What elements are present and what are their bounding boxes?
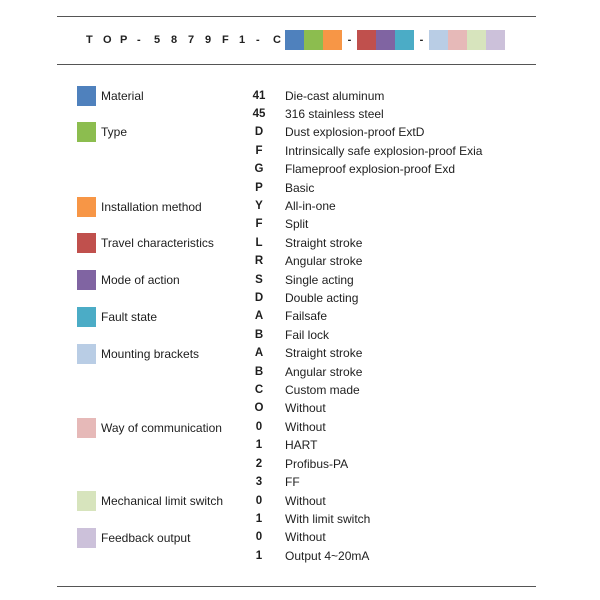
code-char: C: [273, 34, 281, 46]
option-code: F: [255, 218, 263, 230]
swatch: [77, 86, 96, 106]
code-separator: -: [347, 34, 352, 46]
option-code: 41: [252, 90, 266, 102]
option-code: R: [254, 255, 264, 267]
top-divider: [57, 16, 536, 17]
code-char: 1: [239, 34, 246, 46]
option-description: 316 stainless steel: [285, 107, 384, 121]
category-label: Mechanical limit switch: [101, 494, 224, 508]
option-description: Split: [285, 217, 309, 231]
option-description: Profibus-PA: [285, 457, 349, 471]
option-code: 1: [255, 550, 263, 562]
option-code: 1: [255, 439, 263, 451]
option-description: Straight stroke: [285, 346, 363, 360]
header-divider: [57, 64, 536, 65]
option-description: Straight stroke: [285, 236, 363, 250]
code-char: 8: [171, 34, 178, 46]
option-description: HART: [285, 438, 318, 452]
code-char: O: [103, 34, 112, 46]
category-installation-method: [77, 197, 202, 217]
swatch: [77, 122, 96, 142]
category-fault-state: [77, 307, 157, 327]
category-label: Material: [101, 89, 144, 103]
option-code: 0: [255, 531, 263, 543]
category-mode-of-action: [77, 270, 180, 290]
code-segment-limit-switch: [467, 30, 486, 50]
category-label: Mounting brackets: [101, 347, 200, 361]
category-way-of-communication: [77, 418, 222, 438]
code-char: 7: [188, 34, 195, 46]
category-mounting-brackets: [77, 344, 199, 364]
option-code: 0: [255, 421, 263, 433]
option-description: Failsafe: [285, 309, 328, 323]
option-description: Angular stroke: [285, 365, 363, 379]
code-char: -: [256, 34, 260, 46]
option-description: Die-cast aluminum: [285, 89, 385, 103]
category-label: Type: [101, 125, 128, 139]
option-code: 0: [255, 495, 263, 507]
option-code: 2: [255, 458, 263, 470]
category-feedback-output: [77, 528, 190, 548]
option-description: Custom made: [285, 383, 360, 397]
code-char: P: [120, 34, 128, 46]
code-char: F: [222, 34, 229, 46]
option-description: Single acting: [285, 273, 354, 287]
option-code: D: [254, 126, 264, 138]
option-description: Double acting: [285, 291, 359, 305]
option-description: All-in-one: [285, 199, 336, 213]
option-code: S: [255, 274, 263, 286]
option-code: 1: [255, 513, 263, 525]
code-char: -: [137, 34, 141, 46]
swatch: [77, 491, 96, 511]
option-description: Dust explosion-proof ExtD: [285, 125, 425, 139]
code-char: 5: [154, 34, 161, 46]
option-code: F: [255, 145, 263, 157]
option-description: Without: [285, 401, 326, 415]
code-segment-fault: [395, 30, 414, 50]
option-code: A: [254, 310, 264, 322]
option-description: Angular stroke: [285, 254, 363, 268]
category-travel-characteristics: [77, 233, 214, 253]
category-label: Installation method: [101, 200, 202, 214]
option-code: B: [254, 329, 264, 341]
code-segment-type: [304, 30, 323, 50]
category-label: Fault state: [101, 310, 158, 324]
option-description: Without: [285, 494, 326, 508]
code-segment-travel: [357, 30, 376, 50]
option-code: 45: [252, 108, 266, 120]
option-description: Flameproof explosion-proof Exd: [285, 162, 456, 176]
code-segment-communication: [448, 30, 467, 50]
code-char: 9: [205, 34, 212, 46]
swatch: [77, 233, 96, 253]
option-description: Without: [285, 530, 326, 544]
category-material: [77, 86, 144, 106]
option-code: Y: [255, 200, 263, 212]
category-label: Mode of action: [101, 273, 180, 287]
option-code: L: [255, 237, 263, 249]
option-description: Basic: [285, 181, 315, 195]
code-segment-installation: [323, 30, 342, 50]
bottom-divider: [57, 586, 536, 587]
swatch: [77, 418, 96, 438]
category-label: Travel characteristics: [101, 236, 214, 250]
option-code: 3: [255, 476, 263, 488]
option-code: G: [254, 163, 264, 175]
option-description: Output 4~20mA: [285, 549, 370, 563]
category-mechanical-limit-switch: [77, 491, 223, 511]
code-segment-action: [376, 30, 395, 50]
code-char: T: [86, 34, 93, 46]
code-segment-material: [285, 30, 304, 50]
option-description: With limit switch: [285, 512, 371, 526]
model-code-row: [86, 29, 505, 51]
option-code: C: [254, 384, 264, 396]
code-segment-feedback: [486, 30, 505, 50]
option-code: B: [254, 366, 264, 378]
category-label: Feedback output: [101, 531, 191, 545]
swatch: [77, 528, 96, 548]
swatch: [77, 344, 96, 364]
category-label: Way of communication: [101, 421, 222, 435]
code-segment-brackets: [429, 30, 448, 50]
option-code: D: [254, 292, 264, 304]
swatch: [77, 197, 96, 217]
option-code: A: [254, 347, 264, 359]
option-code: P: [255, 182, 263, 194]
swatch: [77, 307, 96, 327]
option-description: Without: [285, 420, 326, 434]
category-type: [77, 122, 127, 142]
code-separator: -: [419, 34, 424, 46]
option-code: O: [254, 402, 264, 414]
swatch: [77, 270, 96, 290]
option-description: FF: [285, 475, 300, 489]
option-description: Fail lock: [285, 328, 330, 342]
option-description: Intrinsically safe explosion-proof Exia: [285, 144, 483, 158]
